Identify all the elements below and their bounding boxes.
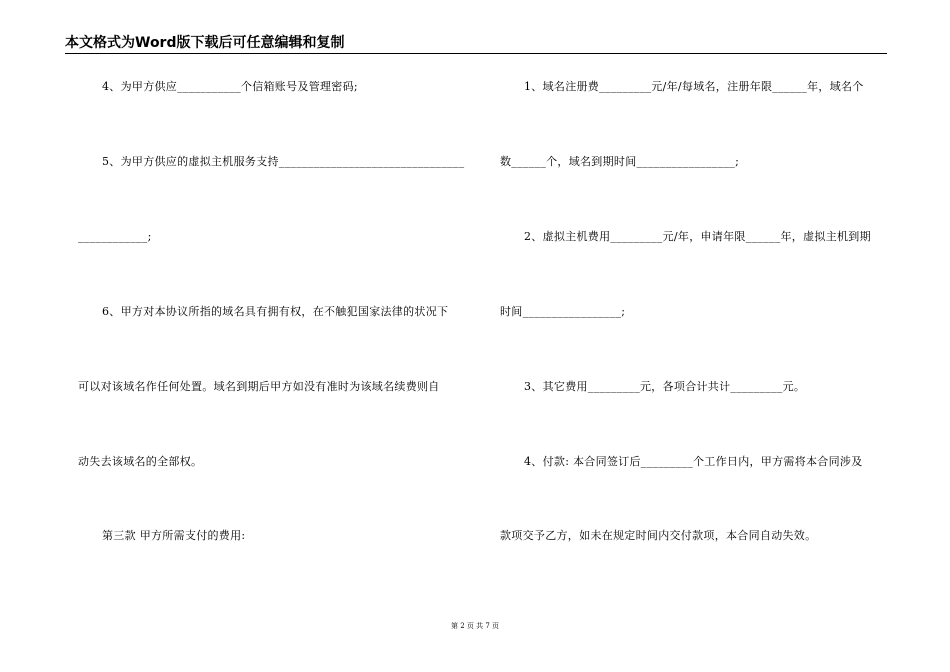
clause-line: 4、为甲方供应___________个信箱账号及管理密码; bbox=[102, 80, 358, 93]
page-number: 第 2 页 共 7 页 bbox=[450, 622, 500, 630]
section-heading: 第三款 甲方所需支付的费用: bbox=[102, 529, 246, 542]
clause-line: 5、为甲方供应的虚拟主机服务支持________________________________ bbox=[102, 155, 465, 168]
document-title: 本文格式为Word版下载后可任意编辑和复制 bbox=[65, 35, 345, 51]
fee-line: 3、其它费用_________元，各项合计共计_________元。 bbox=[524, 380, 806, 393]
fee-line: 1、域名注册费_________元/年/每域名，注册年限______年，域名个 bbox=[524, 80, 864, 93]
clause-line: ____________; bbox=[78, 230, 152, 243]
fee-line: 2、虚拟主机费用_________元/年，申请年限______年，虚拟主机到期 bbox=[524, 230, 871, 243]
fee-line: 时间_________________; bbox=[500, 305, 626, 318]
page-header bbox=[65, 34, 887, 54]
header-divider bbox=[65, 53, 887, 54]
clause-line: 动失去该域名的全部权。 bbox=[78, 455, 203, 468]
fee-line: 数______个，域名到期时间_________________; bbox=[500, 155, 740, 168]
payment-line: 款项交予乙方，如未在规定时间内交付款项，本合同自动失效。 bbox=[500, 529, 817, 542]
payment-line: 4、付款: 本合同签订后_________个工作日内，甲方需将本合同涉及 bbox=[524, 455, 863, 468]
clause-line: 可以对该域名作任何处置。域名到期后甲方如没有准时为该域名续费则自 bbox=[78, 380, 440, 393]
clause-line: 6、甲方对本协议所指的域名具有拥有权，在不触犯国家法律的状况下 bbox=[102, 305, 449, 318]
